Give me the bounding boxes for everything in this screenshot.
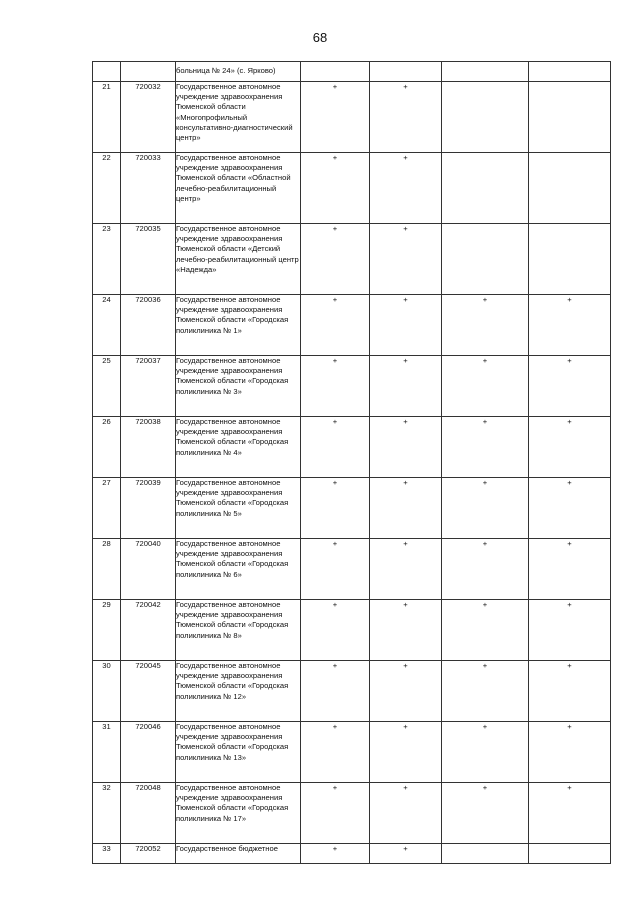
row-mark-1: + xyxy=(301,478,370,539)
table-row xyxy=(93,295,611,356)
row-mark-1: + xyxy=(301,153,370,224)
row-mark-3 xyxy=(442,62,529,82)
row-name: Государственное автономное учреждение здравоохранения Тюменской области «Многопрофильный консультативно-диагностический центр» xyxy=(176,82,301,153)
row-mark-1: + xyxy=(301,224,370,295)
row-mark-2 xyxy=(370,62,442,82)
row-code: 720045 xyxy=(121,661,176,722)
row-code: 720042 xyxy=(121,600,176,661)
table-row xyxy=(93,844,611,864)
row-mark-1: + xyxy=(301,356,370,417)
row-number: 21 xyxy=(93,82,121,153)
row-mark-3 xyxy=(442,844,529,864)
row-mark-4 xyxy=(529,844,611,864)
row-mark-3 xyxy=(442,224,529,295)
row-mark-3 xyxy=(442,82,529,153)
row-number: 27 xyxy=(93,478,121,539)
row-number: 24 xyxy=(93,295,121,356)
row-mark-3 xyxy=(442,153,529,224)
row-mark-1: + xyxy=(301,722,370,783)
page-number: 68 xyxy=(312,30,328,45)
row-number: 26 xyxy=(93,417,121,478)
row-number: 22 xyxy=(93,153,121,224)
table-row xyxy=(93,224,611,295)
table-row xyxy=(93,722,611,783)
row-mark-2: + xyxy=(370,153,442,224)
row-code: 720040 xyxy=(121,539,176,600)
institutions-table xyxy=(92,61,611,864)
row-name: Государственное автономное учреждение здравоохранения Тюменской области «Городская поликлиника № 4» xyxy=(176,417,301,478)
row-mark-1: + xyxy=(301,82,370,153)
table-row xyxy=(93,62,611,82)
row-name: Государственное автономное учреждение здравоохранения Тюменской области «Городская поликлиника № 6» xyxy=(176,539,301,600)
row-code: 720048 xyxy=(121,783,176,844)
row-mark-2: + xyxy=(370,783,442,844)
row-name: Государственное автономное учреждение здравоохранения Тюменской области «Городская поликлиника № 5» xyxy=(176,478,301,539)
row-name: Государственное бюджетное xyxy=(176,844,301,864)
table-row xyxy=(93,356,611,417)
row-mark-4: + xyxy=(529,417,611,478)
row-name: Государственное автономное учреждение здравоохранения Тюменской области «Городская поликлиника № 3» xyxy=(176,356,301,417)
row-mark-1: + xyxy=(301,295,370,356)
row-mark-1: + xyxy=(301,783,370,844)
row-mark-4: + xyxy=(529,783,611,844)
row-mark-4 xyxy=(529,82,611,153)
row-name: Государственное автономное учреждение здравоохранения Тюменской области «Городская поликлиника № 8» xyxy=(176,600,301,661)
row-mark-2: + xyxy=(370,295,442,356)
row-number: 30 xyxy=(93,661,121,722)
row-mark-1: + xyxy=(301,600,370,661)
row-code: 720037 xyxy=(121,356,176,417)
row-code: 720038 xyxy=(121,417,176,478)
row-mark-2: + xyxy=(370,600,442,661)
row-mark-1: + xyxy=(301,539,370,600)
row-mark-4 xyxy=(529,224,611,295)
row-code: 720036 xyxy=(121,295,176,356)
row-mark-4: + xyxy=(529,295,611,356)
row-name: Государственное автономное учреждение здравоохранения Тюменской области «Областной лечебно-реабилитационный центр» xyxy=(176,153,301,224)
table-row xyxy=(93,783,611,844)
row-mark-4: + xyxy=(529,539,611,600)
row-name: Государственное автономное учреждение здравоохранения Тюменской области «Городская поликлиника № 13» xyxy=(176,722,301,783)
table-row xyxy=(93,478,611,539)
row-mark-3: + xyxy=(442,356,529,417)
row-mark-3: + xyxy=(442,417,529,478)
row-mark-3: + xyxy=(442,600,529,661)
row-mark-3: + xyxy=(442,722,529,783)
row-code: 720046 xyxy=(121,722,176,783)
row-mark-2: + xyxy=(370,82,442,153)
row-mark-1: + xyxy=(301,844,370,864)
row-number: 28 xyxy=(93,539,121,600)
row-name: Государственное автономное учреждение здравоохранения Тюменской области «Городская поликлиника № 1» xyxy=(176,295,301,356)
row-mark-4: + xyxy=(529,478,611,539)
row-number xyxy=(93,62,121,82)
row-number: 32 xyxy=(93,783,121,844)
row-mark-2: + xyxy=(370,478,442,539)
row-mark-3: + xyxy=(442,783,529,844)
row-mark-3: + xyxy=(442,661,529,722)
row-mark-1: + xyxy=(301,417,370,478)
row-name: больница № 24» (с. Ярково) xyxy=(176,62,301,82)
row-mark-4: + xyxy=(529,722,611,783)
row-code xyxy=(121,62,176,82)
row-mark-4: + xyxy=(529,600,611,661)
table-row xyxy=(93,600,611,661)
row-mark-4: + xyxy=(529,661,611,722)
row-mark-3: + xyxy=(442,478,529,539)
row-code: 720039 xyxy=(121,478,176,539)
row-name: Государственное автономное учреждение здравоохранения Тюменской области «Городская поликлиника № 17» xyxy=(176,783,301,844)
row-mark-4 xyxy=(529,153,611,224)
row-mark-2: + xyxy=(370,224,442,295)
row-mark-4 xyxy=(529,62,611,82)
row-code: 720032 xyxy=(121,82,176,153)
row-mark-4: + xyxy=(529,356,611,417)
row-code: 720035 xyxy=(121,224,176,295)
row-mark-2: + xyxy=(370,417,442,478)
row-name: Государственное автономное учреждение здравоохранения Тюменской области «Городская поликлиника № 12» xyxy=(176,661,301,722)
row-mark-2: + xyxy=(370,722,442,783)
table-row xyxy=(93,417,611,478)
row-mark-1 xyxy=(301,62,370,82)
row-mark-2: + xyxy=(370,539,442,600)
row-mark-1: + xyxy=(301,661,370,722)
row-mark-2: + xyxy=(370,661,442,722)
row-code: 720052 xyxy=(121,844,176,864)
row-number: 31 xyxy=(93,722,121,783)
table-row xyxy=(93,539,611,600)
row-mark-2: + xyxy=(370,844,442,864)
row-number: 23 xyxy=(93,224,121,295)
table-row xyxy=(93,153,611,224)
row-mark-3: + xyxy=(442,539,529,600)
row-mark-3: + xyxy=(442,295,529,356)
row-mark-2: + xyxy=(370,356,442,417)
row-number: 25 xyxy=(93,356,121,417)
table-row xyxy=(93,82,611,153)
row-name: Государственное автономное учреждение здравоохранения Тюменской области «Детский лечебно-реабилитационный центр «Надежда» xyxy=(176,224,301,295)
row-number: 29 xyxy=(93,600,121,661)
row-code: 720033 xyxy=(121,153,176,224)
row-number: 33 xyxy=(93,844,121,864)
table-row xyxy=(93,661,611,722)
